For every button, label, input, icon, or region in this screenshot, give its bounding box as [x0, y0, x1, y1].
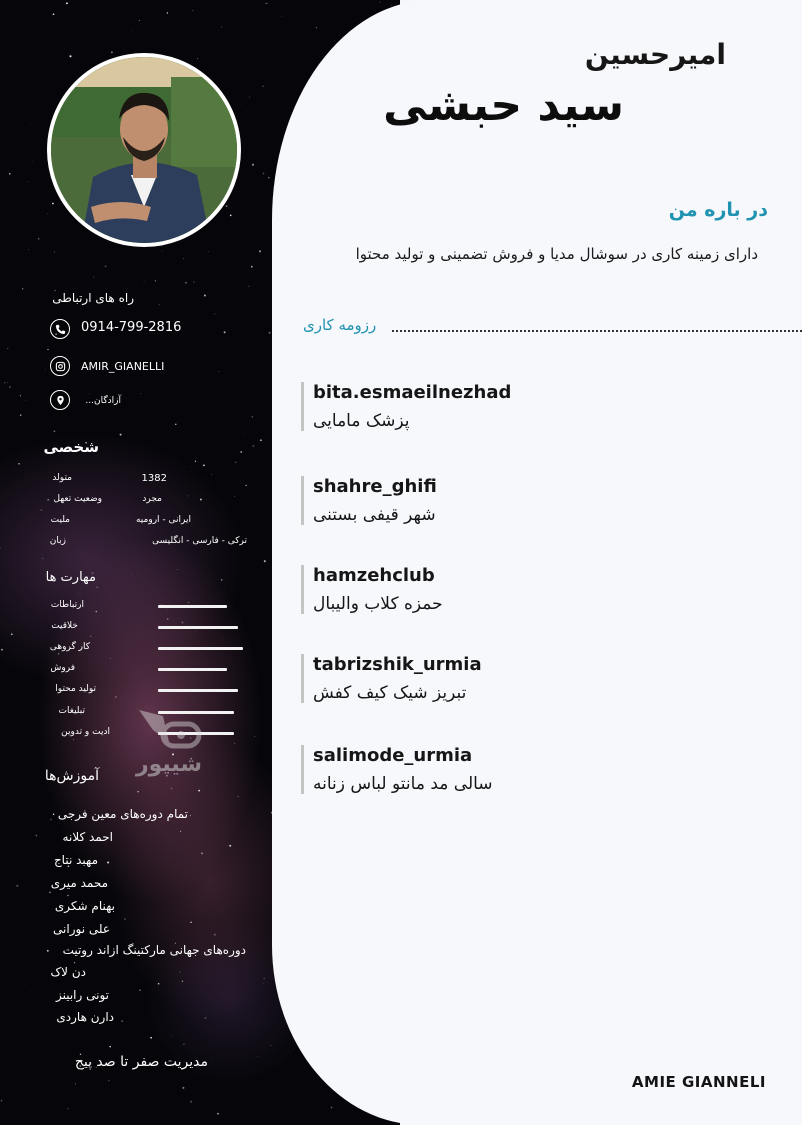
personal-value: 1382 [141, 473, 167, 484]
star [251, 266, 253, 268]
star [166, 609, 167, 610]
star [93, 277, 94, 278]
star [124, 918, 125, 919]
star [66, 2, 68, 4]
star [47, 349, 48, 350]
star [47, 499, 49, 501]
star [263, 173, 265, 175]
star [131, 574, 132, 575]
star [11, 633, 13, 635]
star [230, 215, 232, 217]
star [4, 382, 6, 384]
star [121, 1020, 122, 1021]
star [204, 1017, 206, 1019]
star [245, 485, 246, 486]
star [196, 631, 197, 632]
star [67, 42, 68, 43]
skill-label: فروش [50, 663, 75, 673]
star [185, 282, 187, 284]
personal-label: زبان [49, 536, 66, 546]
skills-title: مهارت ها [45, 570, 96, 585]
star [30, 123, 31, 124]
star [195, 461, 196, 462]
job-entry [301, 565, 443, 614]
star [49, 891, 51, 893]
star [0, 547, 1, 548]
star [218, 371, 219, 372]
star [214, 934, 216, 936]
skill-level-bar [158, 689, 238, 692]
star [107, 862, 109, 864]
star [182, 981, 183, 982]
education-item: تمام دوره‌های معین فرجی [57, 807, 188, 821]
star [316, 27, 317, 28]
star [269, 332, 271, 334]
star [45, 369, 46, 370]
star [201, 853, 202, 854]
about-text: دارای زمینه کاری در سوشال مدیا و فروش تضمینی و تولید محتوا [355, 245, 758, 263]
star [167, 12, 168, 13]
instagram-icon [50, 356, 70, 376]
skill-label: ادیت و تدوین [61, 727, 110, 737]
star [188, 602, 190, 604]
star [265, 3, 266, 4]
watermark-text: شیپور [135, 752, 202, 777]
star [249, 97, 250, 98]
star [25, 400, 26, 401]
star [99, 543, 100, 544]
job-description: تبریز شیک کیف کفش [313, 683, 467, 703]
star [224, 331, 226, 333]
contact-title: راه های ارتباطی [52, 291, 134, 305]
job-handle: salimode_urmia [313, 745, 473, 766]
skill-level-bar [158, 605, 227, 608]
star [150, 1037, 152, 1039]
star [267, 3, 268, 4]
star [193, 281, 194, 282]
job-description: سالی مد مانتو لباس زنانه [313, 774, 493, 794]
personal-label: متولد [52, 473, 72, 483]
skill-level-bar [158, 647, 243, 650]
star [22, 288, 23, 289]
content-sheet [272, 0, 802, 1125]
address-text: آزادگان... [85, 396, 121, 406]
star [75, 1083, 76, 1084]
star [1, 649, 3, 651]
star [226, 205, 228, 207]
star [9, 173, 11, 175]
star [58, 653, 59, 654]
education-item: مهبد نتاج [53, 853, 98, 867]
star [105, 265, 107, 267]
job-description: حمزه کلاب والیبال [313, 594, 443, 614]
star [80, 593, 81, 594]
star [190, 815, 191, 816]
star [73, 739, 74, 740]
star [264, 560, 266, 562]
star [158, 983, 160, 985]
star [38, 238, 40, 240]
resume-title: رزومه کاری [303, 316, 377, 334]
star [158, 304, 159, 305]
star [257, 1056, 258, 1057]
personal-label: ملیت [50, 515, 70, 525]
star [144, 281, 145, 282]
education-item: احمد کلانه [62, 830, 113, 844]
star [68, 1108, 69, 1109]
star [140, 394, 141, 395]
star [96, 586, 97, 587]
star [181, 621, 183, 623]
education-item: دوره‌های جهانی مارکتینگ ازاند روتیت [62, 943, 246, 957]
star [187, 495, 188, 496]
star [101, 533, 102, 534]
education-item: تونی رابینز [55, 988, 109, 1002]
star [211, 1061, 212, 1062]
star [193, 10, 194, 11]
skill-label: ارتباطات [50, 600, 84, 610]
star [9, 386, 10, 387]
star [47, 213, 48, 214]
star [50, 819, 52, 821]
star [204, 295, 206, 297]
star [42, 558, 43, 559]
instagram-handle[interactable]: AMIR_GIANELLI [81, 360, 165, 373]
education-item: دارن هاردی [56, 1010, 114, 1024]
star [177, 569, 178, 570]
star [139, 989, 141, 991]
star [74, 962, 75, 963]
star [268, 177, 269, 178]
star [222, 638, 223, 639]
star [95, 611, 97, 613]
star [198, 790, 200, 792]
education-title: آموزش‌ها [44, 768, 99, 784]
star [69, 55, 71, 57]
star [270, 1045, 271, 1046]
star [52, 203, 54, 205]
star [221, 579, 223, 581]
star [28, 181, 29, 182]
job-entry [301, 745, 493, 794]
star [175, 424, 176, 425]
education-item: علی نورانی [53, 922, 110, 936]
job-handle: hamzehclub [313, 565, 435, 586]
star [248, 112, 249, 113]
star [229, 845, 231, 847]
job-description: پزشک مامایی [313, 411, 410, 431]
job-handle: tabrizshik_urmia [313, 654, 482, 675]
skill-level-bar [158, 626, 238, 629]
star [53, 430, 55, 432]
skill-label: تبلیغات [58, 706, 85, 716]
profile-photo [47, 53, 241, 247]
star [182, 1087, 184, 1089]
education-item: دن لاک [50, 965, 86, 979]
star [109, 1046, 111, 1048]
star [7, 348, 9, 350]
star [217, 1113, 219, 1115]
education-item: محمد میری [50, 876, 108, 890]
job-entry [301, 476, 437, 525]
star [40, 509, 42, 511]
skill-label: خلاقیت [51, 621, 78, 631]
star [20, 395, 21, 396]
star [252, 445, 254, 447]
first-name: امیرحسین [584, 38, 726, 71]
star [139, 20, 140, 21]
skill-label: کار گروهی [49, 642, 90, 652]
star [53, 814, 54, 815]
star [36, 835, 38, 837]
star [234, 743, 235, 744]
star [7, 382, 8, 383]
personal-title: شخصی [43, 438, 99, 456]
star [28, 249, 29, 250]
star [155, 280, 156, 281]
star [171, 788, 173, 790]
star [132, 31, 133, 32]
last-name: سید حبشی [383, 80, 624, 131]
star [120, 434, 122, 436]
personal-value: ایرانی - ارومیه [135, 515, 191, 525]
job-handle: shahre_ghifi [313, 476, 437, 497]
star [259, 250, 261, 252]
star [18, 463, 20, 465]
star [167, 618, 169, 620]
star [111, 51, 113, 53]
personal-label: وضعیت تعهل [53, 494, 102, 504]
star [161, 251, 162, 252]
star [20, 414, 21, 415]
star [183, 258, 184, 259]
star [264, 978, 265, 979]
personal-value: ترکی - فارسی - انگلیسی [152, 536, 247, 546]
star [244, 432, 245, 433]
star [237, 796, 238, 797]
star [137, 791, 138, 792]
star [47, 950, 49, 952]
star [89, 394, 90, 395]
star [190, 922, 191, 923]
star [240, 451, 242, 453]
star [281, 16, 282, 17]
star [110, 658, 111, 659]
star [252, 416, 253, 417]
star [248, 286, 249, 287]
location-pin-icon [50, 390, 70, 410]
phone-number[interactable]: 0914-799-2816 [81, 320, 182, 335]
star [183, 1044, 185, 1046]
phone-icon [50, 319, 70, 339]
star [235, 462, 236, 463]
star [260, 439, 262, 441]
star [200, 499, 202, 501]
star [214, 313, 215, 314]
star [211, 474, 212, 475]
star [53, 13, 55, 15]
star [5, 276, 6, 277]
skill-level-bar [158, 668, 227, 671]
star [54, 251, 55, 252]
star [99, 849, 100, 850]
star [1, 1100, 3, 1102]
job-handle: bita.esmaeilnezhad [313, 382, 512, 403]
star [262, 86, 263, 87]
star [32, 161, 33, 162]
star [67, 895, 68, 896]
job-description: شهر قیفی بستنی [313, 505, 436, 525]
star [16, 885, 18, 887]
about-title: در باره من [668, 199, 768, 221]
education-item: بهنام شکری [54, 899, 115, 913]
star [90, 636, 92, 638]
star [380, 2, 381, 3]
job-entry [301, 382, 511, 431]
personal-value: مجرد [142, 494, 162, 504]
star [115, 696, 116, 697]
star [331, 1107, 333, 1109]
star [180, 831, 181, 832]
star [208, 251, 209, 252]
skill-label: تولید محتوا [55, 684, 96, 694]
footer-name: AMIE GIANNELI [631, 1073, 766, 1091]
star [263, 983, 264, 984]
resume-divider [392, 330, 802, 332]
star [203, 464, 205, 466]
education-note: مدیریت صفر تا صد پیج [74, 1054, 208, 1070]
star [171, 1035, 172, 1036]
star [252, 164, 254, 166]
star [179, 971, 180, 972]
star [221, 27, 222, 28]
job-entry [301, 654, 482, 703]
star [31, 991, 32, 992]
star [234, 496, 235, 497]
star [197, 58, 198, 59]
star [254, 736, 255, 737]
star [190, 1101, 192, 1103]
star [108, 1080, 109, 1081]
